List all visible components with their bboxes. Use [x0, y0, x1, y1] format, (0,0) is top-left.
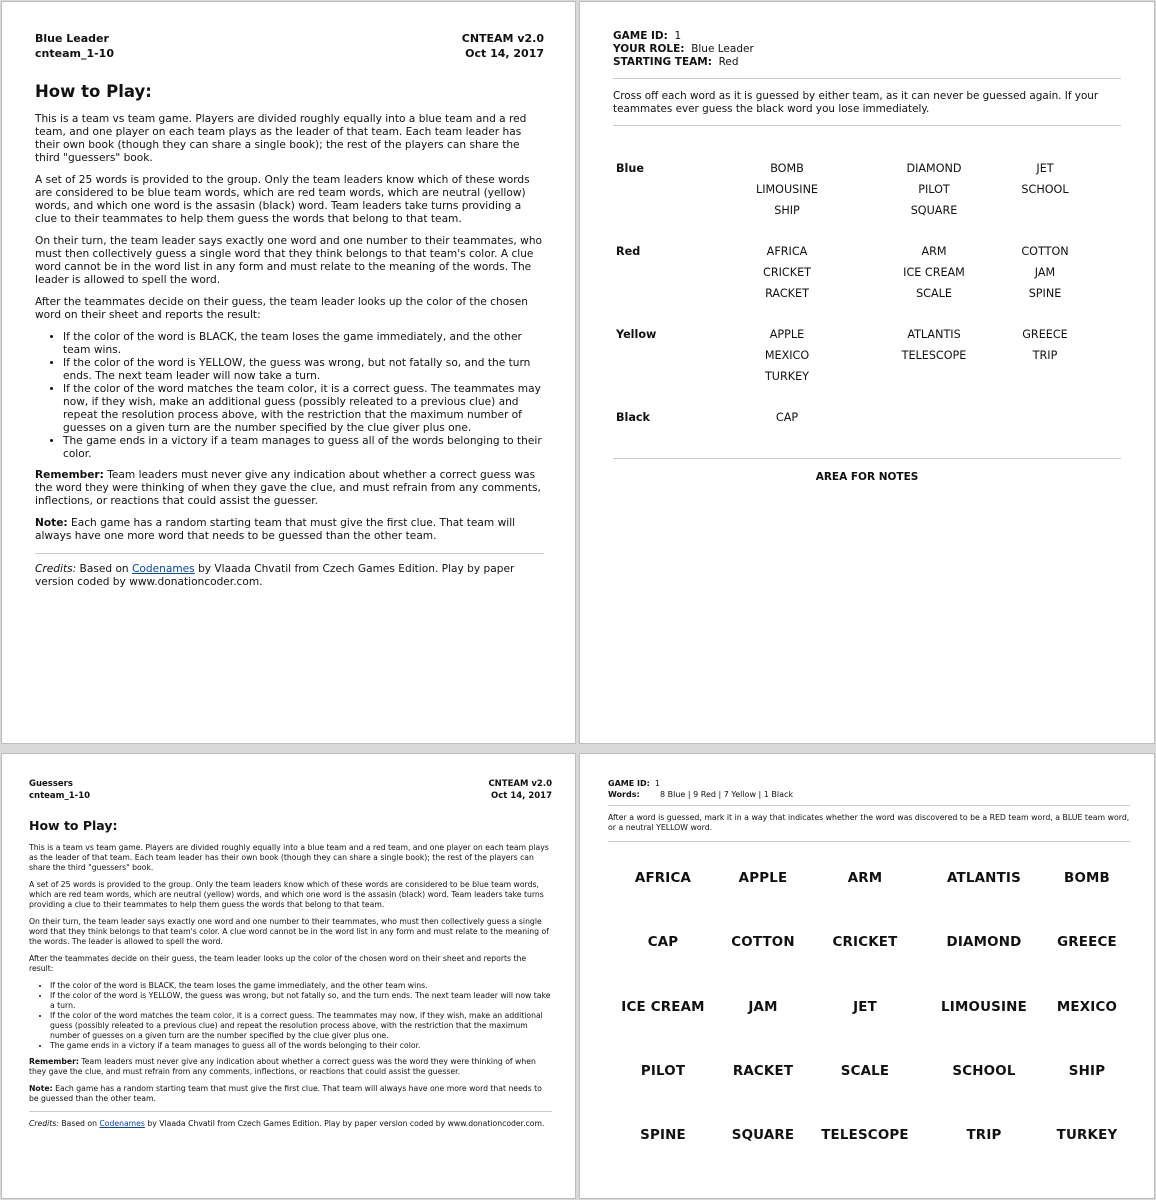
grid-word: ARM — [847, 871, 883, 886]
key-word: TRIP — [1032, 349, 1058, 362]
grid-word: APPLE — [738, 871, 788, 886]
note-paragraph — [35, 517, 544, 543]
remember-text: Team leaders must never give any indication about whether a correct guess was the word they were thinking of when they gave the clue, and must refrain from any comments, inflections, or reactions that could assist the guesser. — [35, 469, 541, 507]
grid-instructions: After a word is guessed, mark it in a way that indicates whether the word was discovered to be a RED team word, a BLUE team word, or a neutral YELLOW word. — [608, 813, 1130, 832]
key-word: MEXICO — [764, 349, 810, 362]
group-label: Blue — [616, 162, 644, 175]
remember-text: Team leaders must never give any indication about whether a correct guess was the word they were thinking of when they gave the clue, and must refrain from any comments, inflections, or reactions that could assist the guesser. — [29, 1057, 536, 1076]
rules-bullet: • If the color of the word is BLACK, the team loses the game immediately, and the other team wins. — [50, 981, 552, 991]
role-title: Blue Leader — [35, 32, 109, 45]
date-label: Oct 14, 2017 — [491, 791, 552, 801]
credits-label: Credits: — [29, 1119, 59, 1128]
key-word: PILOT — [918, 183, 950, 196]
grid-word: GREECE — [1057, 935, 1117, 950]
credits-pre: Based on — [76, 563, 133, 575]
words-counts: 8 Blue | 9 Red | 7 Yellow | 1 Black — [660, 790, 794, 799]
key-word: SCALE — [916, 287, 952, 300]
remember-label: Remember: — [35, 469, 104, 481]
remember-paragraph — [35, 469, 544, 508]
game-id-value: 1 — [654, 779, 660, 788]
key-word: ATLANTIS — [907, 328, 961, 341]
grid-word: SQUARE — [731, 1128, 795, 1143]
grid-word: PILOT — [640, 1064, 686, 1079]
game-id-label: GAME ID: — [613, 30, 668, 42]
rules-paragraph-4: After the teammates decide on their guess, the team leader looks up the color of the chosen word on their sheet and reports the result: — [35, 296, 528, 321]
leader-key-page — [579, 1, 1155, 744]
grid-word: LIMOUSINE — [941, 1000, 1027, 1015]
key-word: JAM — [1034, 266, 1056, 279]
rules-bullet: • If the color of the word matches the team color, it is a correct guess. The teammates may now, if they wish, make an additional guess (possibly releated to a previous clue) and repeat the resolution process above, with the restriction that the maximum number of guesses on a given turn are the number specified by the clue giver plus one. — [50, 1011, 552, 1041]
grid-meta — [608, 778, 1130, 800]
date-label: Oct 14, 2017 — [465, 47, 544, 60]
remember-paragraph — [29, 1057, 552, 1077]
grid-word: TURKEY — [1056, 1128, 1118, 1143]
how-to-play-heading: How to Play: — [35, 82, 152, 101]
rules-page-leader — [1, 1, 576, 744]
grid-word: ATLANTIS — [947, 871, 1021, 886]
game-meta — [613, 30, 1121, 69]
key-word: SQUARE — [910, 204, 958, 217]
key-word: TURKEY — [764, 370, 810, 383]
credits-post: by Vlaada Chvatil from Czech Games Edition. Play by paper version coded by www.donationcoder.com. — [144, 1119, 545, 1128]
grid-word: BOMB — [1064, 871, 1110, 886]
grid-word: DIAMOND — [946, 935, 1022, 950]
divider — [29, 1111, 552, 1112]
key-word: LIMOUSINE — [755, 183, 819, 196]
rules-paragraph-3: On their turn, the team leader says exactly one word and one number to their teammates, who must then collectively guess a single word that they think belongs to that team's color. A clue word cannot be in the word list in any form and must relate to the meaning of the words. The leader is allowed to spell the word. — [29, 917, 549, 946]
key-word: GREECE — [1022, 328, 1068, 341]
divider — [608, 805, 1130, 806]
key-word: RACKET — [765, 287, 809, 300]
version-label: CNTEAM v2.0 — [488, 779, 552, 789]
rules-paragraph-3: On their turn, the team leader says exactly one word and one number to their teammates, who must then collectively guess a single word that they think belongs to that team's color. A clue word cannot be in the word list in any form and must relate to the meaning of the words. The leader is allowed to spell the word. — [35, 235, 543, 286]
role-title: Guessers — [29, 779, 73, 789]
codenames-link[interactable]: Codenames — [132, 563, 195, 575]
grid-word: COTTON — [731, 935, 795, 950]
note-text: Each game has a random starting team that must give the first clue. That team will always have one more word that needs to be guessed than the other team. — [35, 517, 516, 542]
key-word: ICE CREAM — [903, 266, 965, 279]
starting-team-label: STARTING TEAM: — [613, 56, 712, 68]
game-id-value: 1 — [674, 30, 682, 42]
grid-word: ICE CREAM — [621, 1000, 705, 1015]
note-label: Note: — [29, 1084, 53, 1093]
page-header — [29, 778, 552, 802]
rules-paragraph-2: A set of 25 words is provided to the group. Only the team leaders know which of these words are considered to be blue team words, which are red team words, which are neutral (yellow) words, and which one word is the assasin (black) word. Team leaders take turns providing a clue to their teammates to help them guess the words that belong to that team. — [29, 880, 544, 909]
role-value: Blue Leader — [691, 43, 754, 55]
key-word: CRICKET — [763, 266, 811, 279]
note-label: Note: — [35, 517, 68, 529]
grid-word: AFRICA — [634, 871, 692, 886]
rules-bullet: • The game ends in a victory if a team manages to guess all of the words belonging to their color. — [63, 435, 544, 461]
credits-label: Credits: — [35, 563, 77, 575]
key-word: JET — [1036, 162, 1054, 175]
rules-paragraph-1: This is a team vs team game. Players are divided roughly equally into a blue team and a red team, and one player on each team plays as the leader of that team. Each team leader has their own book (though they can share a single book); the rest of the players can share the third "guessers" book. — [29, 843, 549, 872]
rules-paragraph-2: A set of 25 words is provided to the group. Only the team leaders know which of these words are considered to be blue team words, which are red team words, which are neutral (yellow) words, and which one word is the assasin (black) word. Team leaders take turns providing a clue to their teammates to help them guess the words that belong to that team. — [35, 174, 530, 225]
grid-word: CAP — [647, 935, 679, 950]
key-word: COTTON — [1021, 245, 1069, 258]
remember-label: Remember: — [29, 1057, 79, 1066]
note-text: Each game has a random starting team that must give the first clue. That team will always have one more word that needs to be guessed than the other team. — [29, 1084, 542, 1103]
key-word: AFRICA — [766, 245, 808, 258]
key-word: SHIP — [774, 204, 800, 217]
rules-bullet: • The game ends in a victory if a team manages to guess all of the words belonging to their color. — [50, 1041, 552, 1051]
credits-pre: Based on — [58, 1119, 100, 1128]
rules-bullet: • If the color of the word is YELLOW, the guess was wrong, but not fatally so, and the turn ends. The next team leader will now take a turn. — [63, 357, 544, 383]
booklet-id: cnteam_1-10 — [29, 791, 91, 801]
divider — [608, 841, 1130, 842]
key-word: ARM — [921, 245, 947, 258]
key-word: SPINE — [1028, 287, 1062, 300]
rules-page-guessers — [1, 753, 576, 1199]
divider — [613, 458, 1121, 459]
grid-word: RACKET — [732, 1064, 794, 1079]
word-grid-page — [579, 753, 1155, 1199]
rules-bullet: • If the color of the word is BLACK, the team loses the game immediately, and the other team wins. — [63, 331, 544, 357]
group-label: Yellow — [616, 328, 657, 341]
grid-word: SCHOOL — [952, 1064, 1016, 1079]
grid-word: JAM — [748, 1000, 778, 1015]
rules-paragraph-1: This is a team vs team game. Players are divided roughly equally into a blue team and a red team, and one player on each team plays as the leader of that team. Each team leader has their own book (though they can share a single book); the rest of the players can share the third "guessers" book. — [35, 113, 527, 164]
grid-word: SHIP — [1068, 1064, 1106, 1079]
divider — [35, 553, 544, 554]
credits-paragraph — [35, 563, 544, 589]
how-to-play-heading: How to Play: — [29, 818, 118, 833]
divider — [613, 125, 1121, 126]
grid-word: JET — [853, 1000, 877, 1015]
key-word: SCHOOL — [1021, 183, 1069, 196]
rules-list — [35, 331, 544, 461]
note-paragraph — [29, 1084, 552, 1104]
rules-list — [29, 981, 552, 1051]
divider — [613, 78, 1121, 79]
grid-word: TELESCOPE — [821, 1128, 909, 1143]
leader-instructions: Cross off each word as it is guessed by either team, as it can never be guessed again. If your teammates ever guess the black word you lose immediately. — [613, 90, 1099, 115]
rules-bullet: • If the color of the word is YELLOW, the guess was wrong, but not fatally so, and the turn ends. The next team leader will now take a turn. — [50, 991, 552, 1011]
group-label: Black — [616, 411, 650, 424]
starting-team-value: Red — [718, 56, 739, 68]
codenames-link[interactable]: Codenames — [99, 1119, 145, 1128]
credits-paragraph — [29, 1119, 552, 1129]
credits-post: by Vlaada Chvatil from Czech Games Edition. Play by paper version coded by www.donationcoder.com. — [35, 563, 515, 588]
grid-word: TRIP — [966, 1128, 1002, 1143]
booklet-id: cnteam_1-10 — [35, 47, 114, 60]
rules-bullet: • If the color of the word matches the team color, it is a correct guess. The teammates may now, if they wish, make an additional guess (possibly releated to a previous clue) and repeat the resolution process above, with the restriction that the maximum number of guesses on a given turn are the number specified by the clue giver plus one. — [63, 383, 544, 435]
key-word: CAP — [775, 411, 799, 424]
grid-word: SPINE — [640, 1128, 686, 1143]
game-id-label: GAME ID: — [608, 779, 650, 788]
grid-word: SCALE — [840, 1064, 890, 1079]
role-label: YOUR ROLE: — [613, 43, 685, 55]
grid-word: MEXICO — [1056, 1000, 1118, 1015]
group-label: Red — [616, 245, 641, 258]
version-label: CNTEAM v2.0 — [461, 32, 544, 45]
rules-paragraph-4: After the teammates decide on their guess, the team leader looks up the color of the chosen word on their sheet and reports the result: — [29, 954, 527, 973]
key-word: DIAMOND — [906, 162, 962, 175]
key-word: APPLE — [769, 328, 805, 341]
words-label: Words: — [608, 790, 640, 799]
key-word: BOMB — [770, 162, 804, 175]
page-header — [35, 31, 544, 61]
notes-area-label: AREA FOR NOTES — [815, 471, 919, 483]
grid-word: CRICKET — [832, 935, 898, 950]
key-word: TELESCOPE — [901, 349, 967, 362]
